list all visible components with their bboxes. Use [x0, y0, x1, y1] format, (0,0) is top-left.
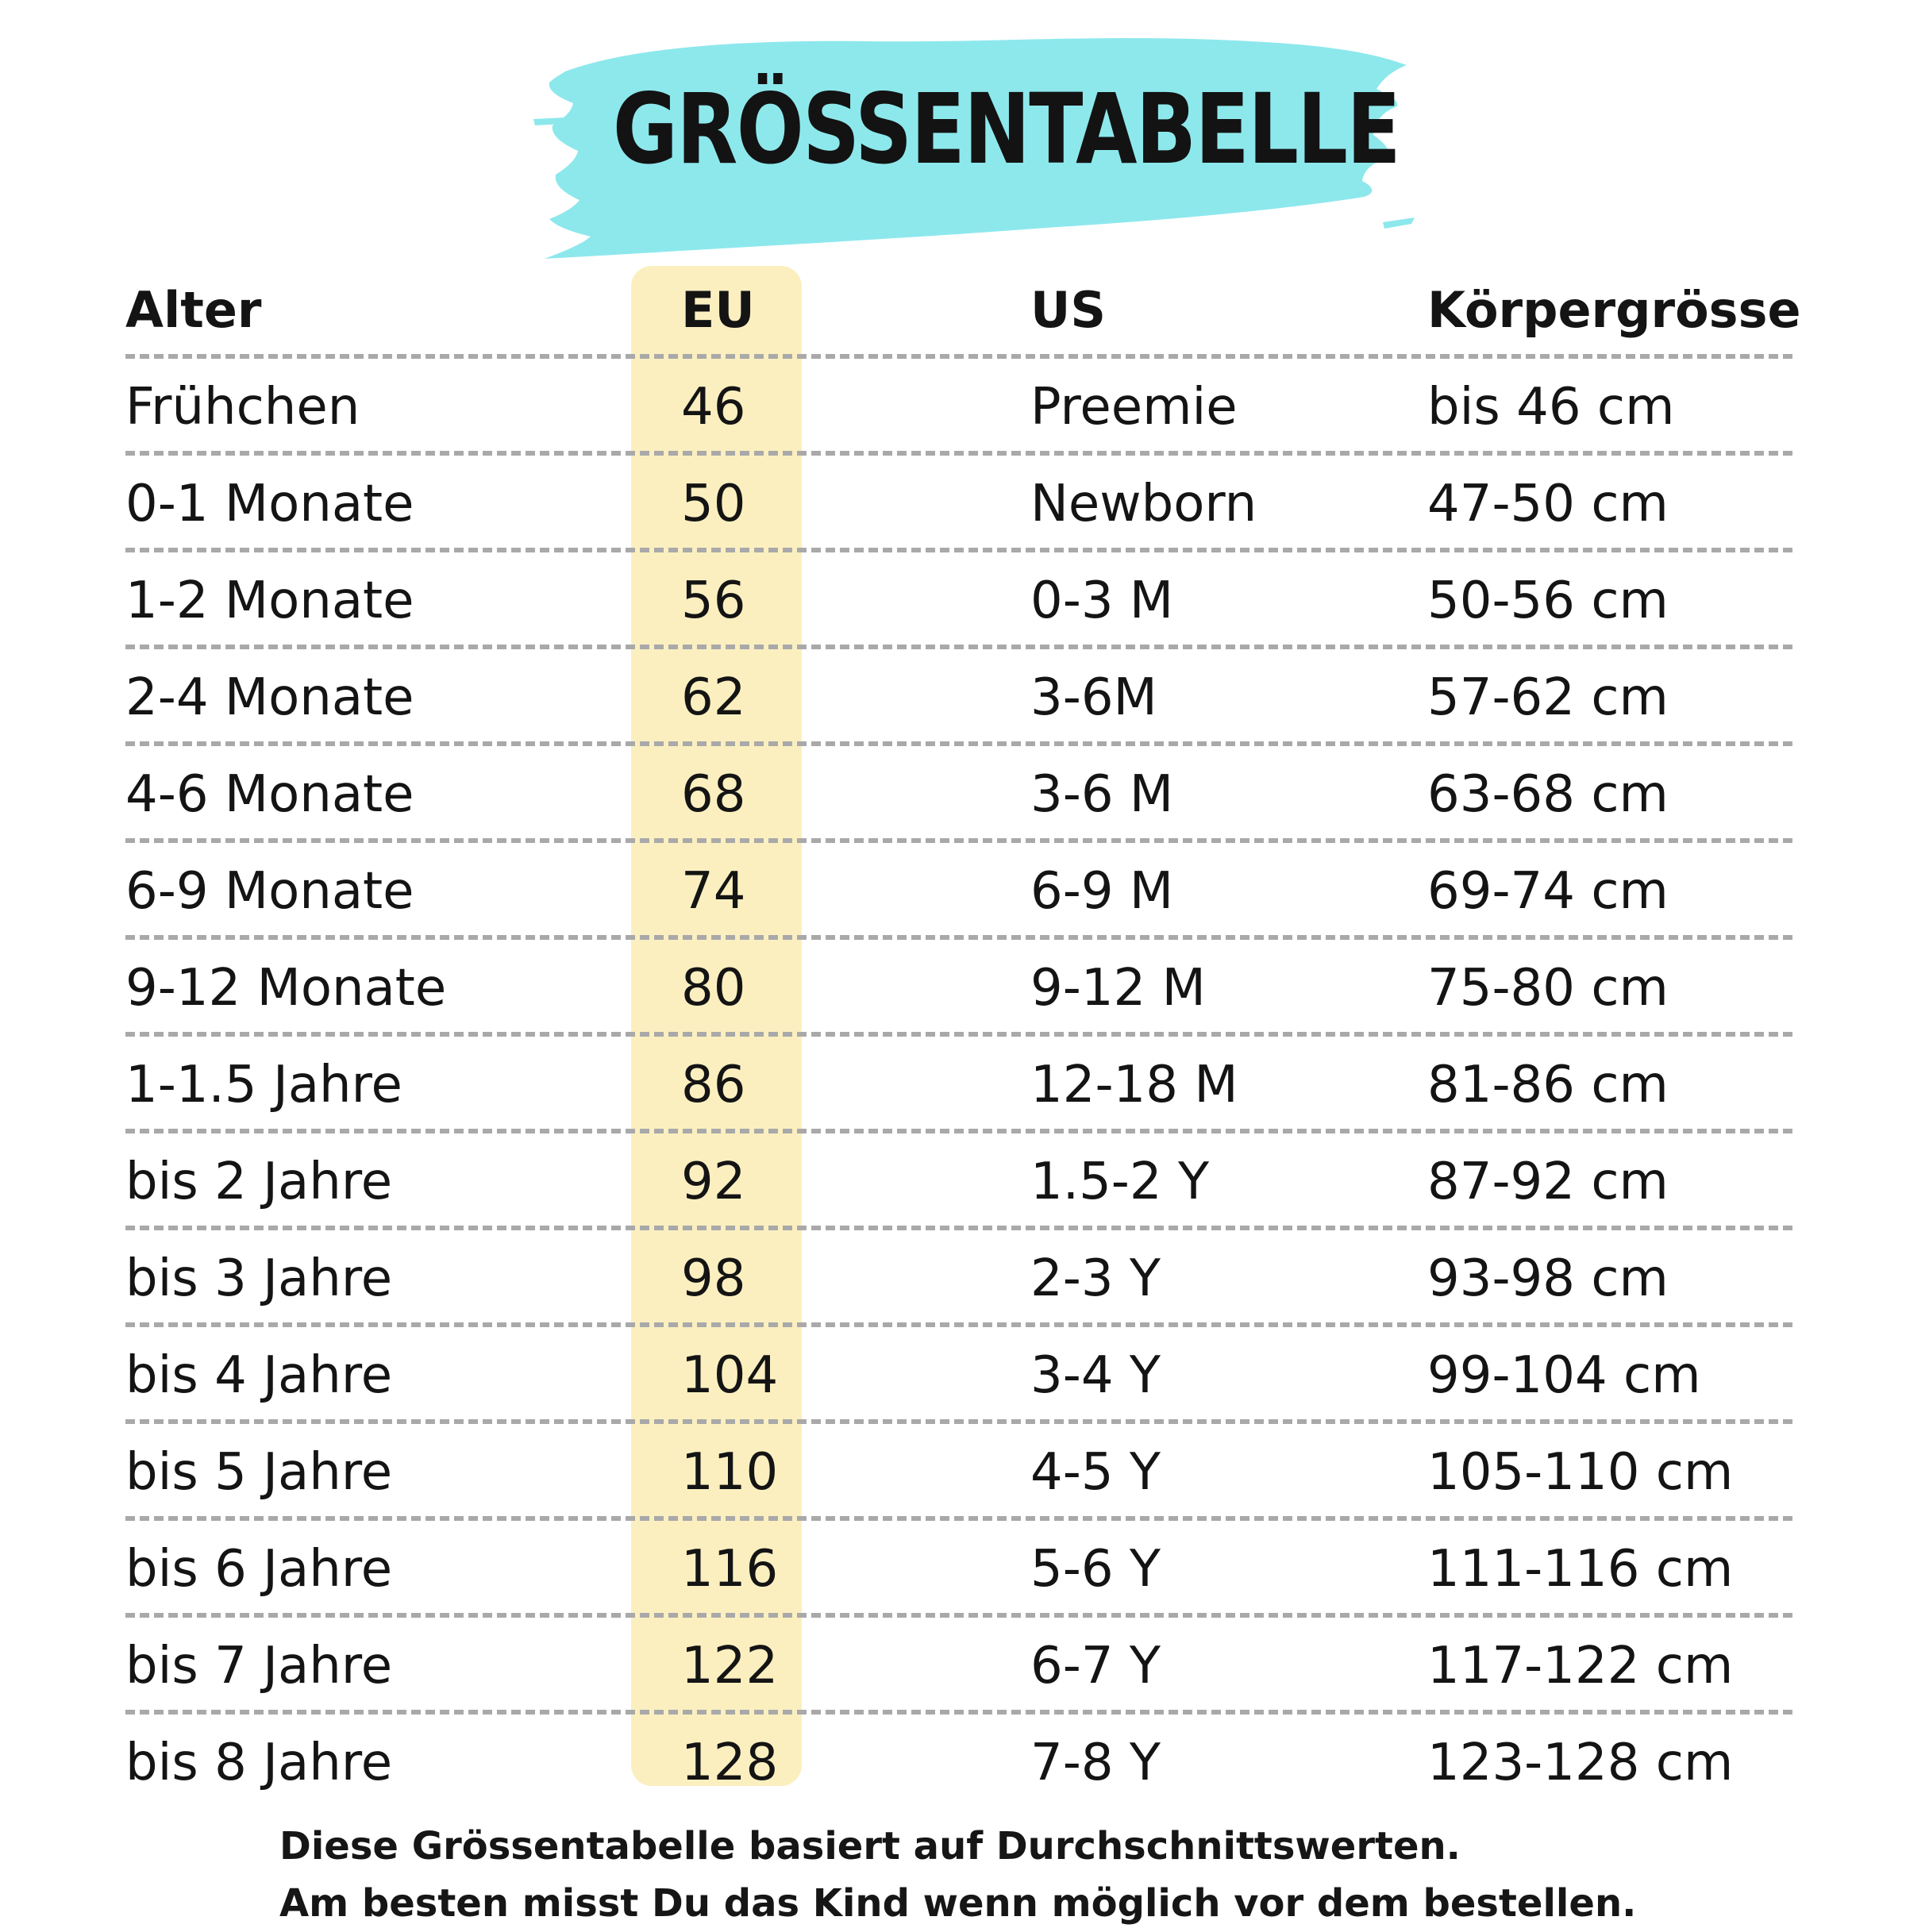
table-row — [125, 1327, 1792, 1424]
cell-eu: 110 — [681, 1443, 779, 1502]
table-row — [125, 1133, 1792, 1230]
cell-koerpergroesse: 81-86 cm — [1427, 1056, 1669, 1114]
row-separator — [125, 354, 1792, 359]
cell-koerpergroesse: 87-92 cm — [1427, 1153, 1669, 1211]
cell-eu: 50 — [681, 475, 746, 533]
cell-us: 6-7 Y — [1030, 1637, 1161, 1695]
header-us: US — [1030, 281, 1106, 339]
table-row — [125, 1424, 1792, 1521]
row-separator — [125, 451, 1792, 456]
cell-alter: bis 6 Jahre — [125, 1540, 393, 1599]
header-koerpergroesse: Körpergrösse — [1427, 281, 1801, 339]
cell-alter: 4-6 Monate — [125, 765, 414, 824]
cell-koerpergroesse: 57-62 cm — [1427, 668, 1669, 727]
row-separator — [125, 1226, 1792, 1230]
row-separator — [125, 1516, 1792, 1521]
cell-alter: 9-12 Monate — [125, 959, 447, 1018]
header-alter: Alter — [125, 281, 262, 339]
table-row — [125, 1618, 1792, 1715]
cell-eu: 98 — [681, 1249, 746, 1308]
row-separator — [125, 1032, 1792, 1037]
cell-eu: 46 — [681, 378, 746, 437]
footnote — [279, 1818, 1788, 1932]
row-separator — [125, 741, 1792, 746]
row-separator — [125, 1129, 1792, 1133]
cell-alter: bis 2 Jahre — [125, 1153, 393, 1211]
cell-koerpergroesse: 117-122 cm — [1427, 1637, 1734, 1695]
cell-us: Newborn — [1030, 475, 1257, 533]
row-separator — [125, 548, 1792, 552]
cell-eu: 62 — [681, 668, 746, 727]
cell-eu: 128 — [681, 1734, 779, 1792]
table-header-row — [125, 262, 1801, 359]
row-separator — [125, 1613, 1792, 1618]
cell-alter: 1-2 Monate — [125, 572, 414, 630]
cell-koerpergroesse: 47-50 cm — [1427, 475, 1669, 533]
cell-us: 9-12 M — [1030, 959, 1206, 1018]
cell-alter: bis 5 Jahre — [125, 1443, 393, 1502]
row-separator — [125, 1710, 1792, 1715]
row-separator — [125, 1419, 1792, 1424]
table-row — [125, 552, 1792, 649]
table-row — [125, 649, 1792, 746]
header-eu: EU — [681, 281, 755, 339]
cell-us: 1.5-2 Y — [1030, 1153, 1210, 1211]
footnote-line-2: Am besten misst Du das Kind wenn möglich vor dem bestellen. — [279, 1881, 1637, 1926]
cell-us: 2-3 Y — [1030, 1249, 1161, 1308]
cell-us: 3-6 M — [1030, 765, 1174, 824]
cell-alter: bis 7 Jahre — [125, 1637, 393, 1695]
cell-us: 0-3 M — [1030, 572, 1174, 630]
cell-eu: 122 — [681, 1637, 779, 1695]
cell-us: 12-18 M — [1030, 1056, 1238, 1114]
table-row — [125, 746, 1792, 843]
row-separator — [125, 838, 1792, 843]
cell-koerpergroesse: bis 46 cm — [1427, 378, 1675, 437]
cell-eu: 104 — [681, 1346, 779, 1405]
cell-us: 3-4 Y — [1030, 1346, 1161, 1405]
row-separator — [125, 645, 1792, 649]
cell-eu: 80 — [681, 959, 746, 1018]
cell-alter: Frühchen — [125, 378, 360, 437]
table-row — [125, 456, 1792, 552]
cell-koerpergroesse: 99-104 cm — [1427, 1346, 1701, 1405]
cell-koerpergroesse: 123-128 cm — [1427, 1734, 1734, 1792]
cell-alter: bis 4 Jahre — [125, 1346, 393, 1405]
cell-eu: 68 — [681, 765, 746, 824]
cell-koerpergroesse: 111-116 cm — [1427, 1540, 1734, 1599]
cell-alter: 1-1.5 Jahre — [125, 1056, 402, 1114]
title-banner — [533, 24, 1415, 270]
cell-alter: bis 8 Jahre — [125, 1734, 393, 1792]
table-row — [125, 1037, 1792, 1133]
cell-alter: 0-1 Monate — [125, 475, 414, 533]
cell-eu: 116 — [681, 1540, 779, 1599]
cell-us: Preemie — [1030, 378, 1238, 437]
cell-eu: 56 — [681, 572, 746, 630]
table-row — [125, 1230, 1792, 1327]
cell-koerpergroesse: 63-68 cm — [1427, 765, 1669, 824]
table-row — [125, 359, 1792, 456]
footnote-line-1: Diese Grössentabelle basiert auf Durchschnittswerten. — [279, 1824, 1461, 1868]
cell-alter: 2-4 Monate — [125, 668, 414, 727]
row-separator — [125, 1322, 1792, 1327]
table-row — [125, 843, 1792, 940]
row-separator — [125, 935, 1792, 940]
page-title: GRÖSSENTABELLE — [612, 73, 1400, 186]
table-row — [125, 1521, 1792, 1618]
cell-koerpergroesse: 69-74 cm — [1427, 862, 1669, 921]
cell-eu: 74 — [681, 862, 746, 921]
cell-koerpergroesse: 93-98 cm — [1427, 1249, 1669, 1308]
cell-us: 3-6M — [1030, 668, 1157, 727]
table-row — [125, 1715, 1792, 1811]
size-table — [125, 262, 1801, 1811]
cell-eu: 86 — [681, 1056, 746, 1114]
table-row — [125, 940, 1792, 1037]
cell-us: 5-6 Y — [1030, 1540, 1161, 1599]
cell-koerpergroesse: 50-56 cm — [1427, 572, 1669, 630]
cell-alter: 6-9 Monate — [125, 862, 414, 921]
cell-us: 6-9 M — [1030, 862, 1174, 921]
cell-us: 7-8 Y — [1030, 1734, 1161, 1792]
cell-koerpergroesse: 75-80 cm — [1427, 959, 1669, 1018]
cell-koerpergroesse: 105-110 cm — [1427, 1443, 1734, 1502]
cell-us: 4-5 Y — [1030, 1443, 1161, 1502]
cell-eu: 92 — [681, 1153, 746, 1211]
cell-alter: bis 3 Jahre — [125, 1249, 393, 1308]
